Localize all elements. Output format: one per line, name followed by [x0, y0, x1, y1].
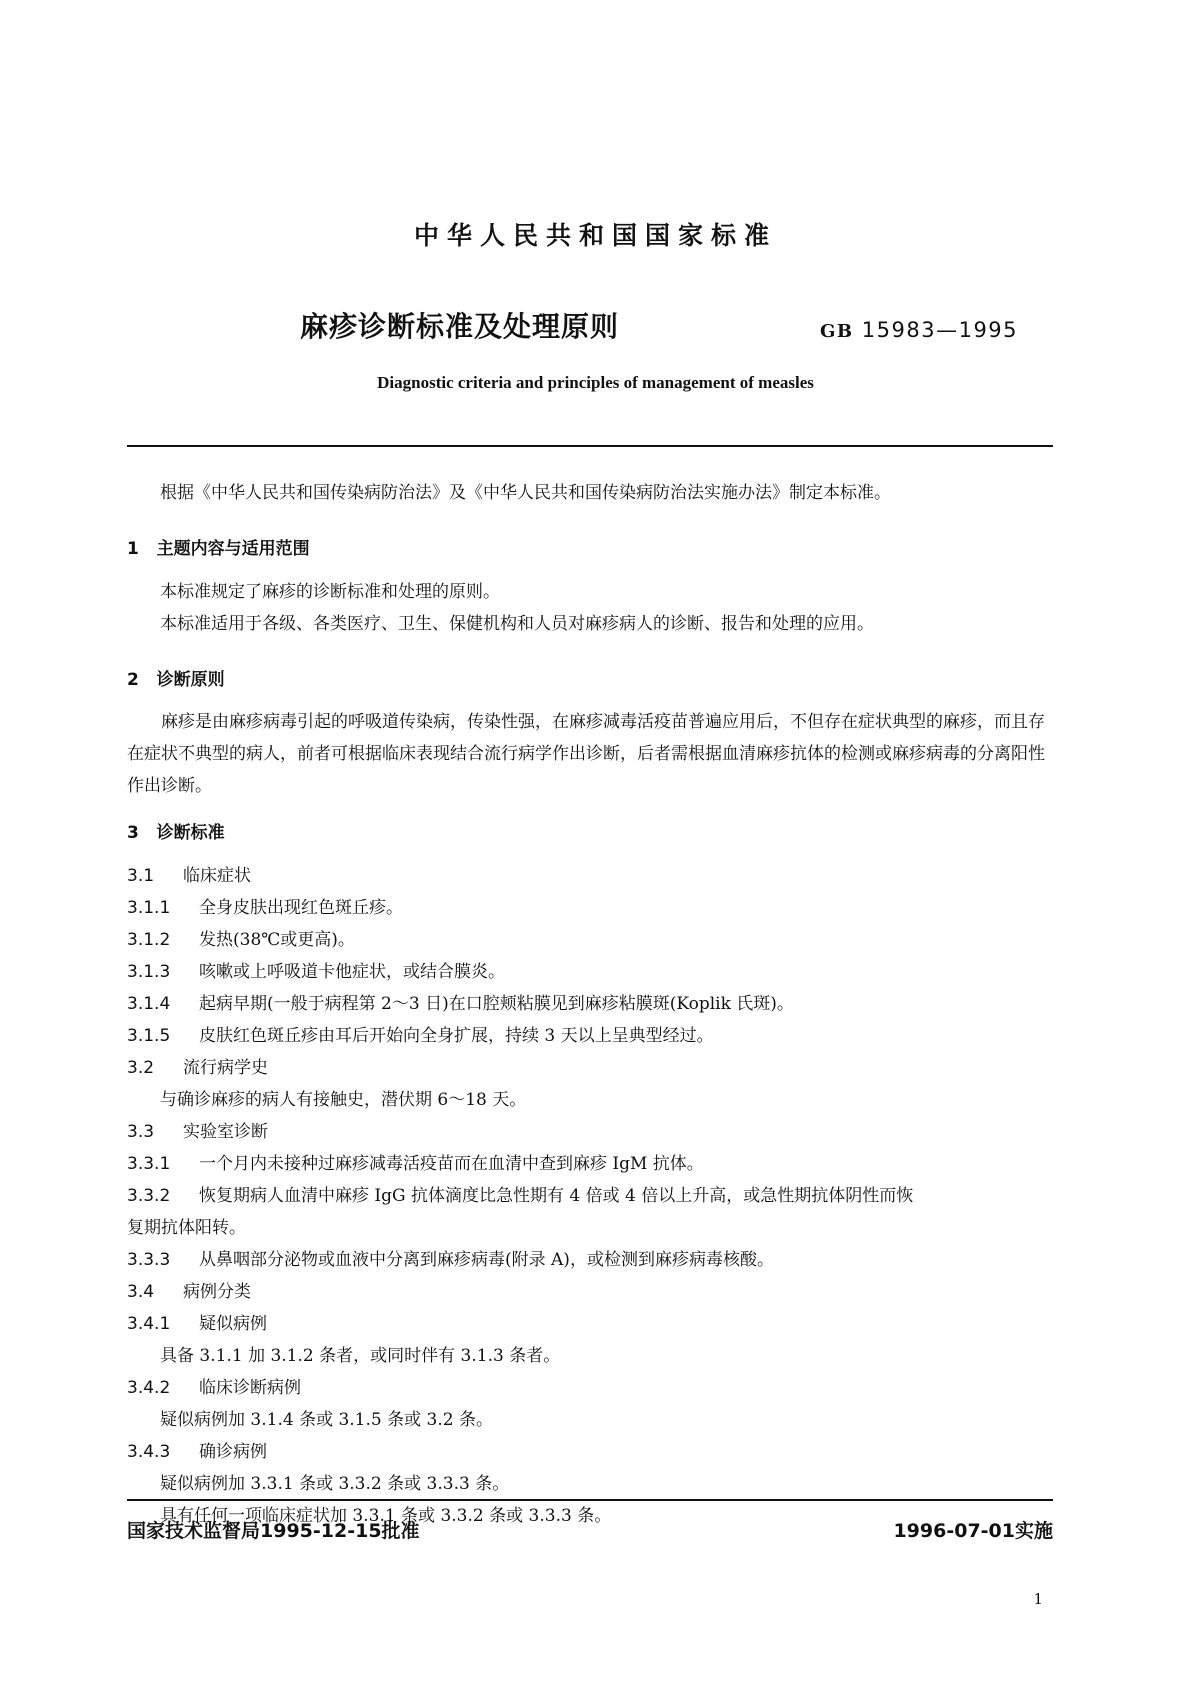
clause-text: 皮肤红色斑丘疹由耳后开始向全身扩展，持续 3 天以上呈典型经过。: [199, 1026, 714, 1046]
list-item: [127, 1122, 268, 1142]
gb-number: 15983—1995: [861, 318, 1019, 342]
list-item: [127, 1058, 268, 1078]
list-item: [127, 1154, 704, 1174]
intro-paragraph: 根据《中华人民共和国传染病防治法》及《中华人民共和国传染病防治法实施办法》制定本标准。: [160, 483, 891, 503]
list-item: [127, 1250, 774, 1270]
clause-text: 发热(38℃或更高)。: [199, 930, 355, 950]
standard-number: [820, 318, 1018, 342]
clause-text: 一个月内未接种过麻疹减毒活疫苗而在血清中查到麻疹 IgM 抗体。: [199, 1154, 704, 1174]
clause-text: 与确诊麻疹的病人有接触史，潜伏期 6～18 天。: [160, 1090, 527, 1110]
clause-number: 3.2: [127, 1058, 155, 1078]
section-title: 主题内容与适用范围: [156, 539, 310, 559]
national-standard-heading: 中华人民共和国国家标准: [413, 221, 777, 250]
section-1-paragraph-1: 本标准规定了麻疹的诊断标准和处理的原则。: [160, 582, 500, 602]
section-1-paragraph-2: 本标准适用于各级、各类医疗、卫生、保健机构和人员对麻疹病人的诊断、报告和处理的应用。: [160, 614, 874, 634]
clause-number: 3.1.5: [127, 1026, 171, 1046]
section-1-heading: [127, 534, 310, 559]
clause-number: 3.1.3: [127, 962, 171, 982]
clause-text: 起病早期(一般于病程第 2～3 日)在口腔颊粘膜见到麻疹粘膜斑(Koplik 氏斑)。: [199, 994, 794, 1014]
clause-text: 临床症状: [183, 866, 251, 886]
list-item: [127, 898, 403, 918]
approval-line: 国家技术监督局1995-12-15批准: [127, 1520, 420, 1542]
section-2-heading: [127, 665, 225, 690]
clause-text: 具有任何一项临床症状加 3.3.1 条或 3.3.2 条或 3.3.3 条。: [160, 1506, 612, 1526]
implementation-date: 1996-07-01实施: [893, 1520, 1053, 1542]
clause-number: 3.1: [127, 866, 155, 886]
section-number: 1: [127, 539, 139, 559]
list-item: [127, 962, 505, 982]
clause-text: 恢复期病人血清中麻疹 IgG 抗体滴度比急性期有 4 倍或 4 倍以上升高，或急性期抗体阴性而恢: [199, 1186, 914, 1206]
clause-number: 3.3.2: [127, 1186, 171, 1206]
clause-number: 3.3.1: [127, 1154, 171, 1174]
section-number: 3: [127, 823, 139, 843]
list-item: [127, 1026, 714, 1046]
section-number: 2: [127, 670, 139, 690]
clause-text: 流行病学史: [183, 1058, 268, 1078]
section-3-heading: [127, 818, 225, 843]
clause-text: 疑似病例加 3.3.1 条或 3.3.2 条或 3.3.3 条。: [160, 1474, 510, 1494]
list-item: [127, 994, 794, 1014]
list-item: [127, 866, 251, 886]
clause-text: 疑似病例加 3.1.4 条或 3.1.5 条或 3.2 条。: [160, 1410, 493, 1430]
footer-divider: [127, 1499, 1053, 1501]
clause-text: 具备 3.1.1 加 3.1.2 条者，或同时伴有 3.1.3 条者。: [160, 1346, 561, 1366]
clause-text: 临床诊断病例: [199, 1378, 301, 1398]
section-2-paragraph: 麻疹是由麻疹病毒引起的呼吸道传染病，传染性强，在麻疹减毒活疫苗普遍应用后，不但存在症状典型的麻疹，而且存在症状不典型的病人，前者可根据临床表现结合流行病学作出诊断，后者需根据血清麻疹抗体的检测或麻疹病毒的分离阳性作出诊断。: [127, 712, 1045, 796]
clause-number: 3.1.2: [127, 930, 171, 950]
section-title: 诊断原则: [156, 670, 225, 690]
clause-number: 3.4.3: [127, 1442, 171, 1462]
clause-number: 3.1.4: [127, 994, 171, 1014]
list-item: [127, 1442, 267, 1462]
clause-text: 全身皮肤出现红色斑丘疹。: [199, 898, 403, 918]
list-item: [127, 930, 355, 950]
clause-number: 3.3.3: [127, 1250, 171, 1270]
clause-text: 确诊病例: [199, 1442, 267, 1462]
list-item: [127, 1186, 914, 1206]
list-item: [127, 1314, 267, 1334]
clause-text: 实验室诊断: [183, 1122, 268, 1142]
clause-number: 3.4.1: [127, 1314, 171, 1334]
clause-number: 3.3: [127, 1122, 155, 1142]
clause-text: 复期抗体阳转。: [127, 1218, 246, 1238]
list-item: [127, 1378, 301, 1398]
clause-number: 3.1.1: [127, 898, 171, 918]
gb-prefix: GB: [820, 321, 854, 342]
section-title: 诊断标准: [156, 823, 225, 843]
clause-text: 病例分类: [183, 1282, 251, 1302]
page-number: 1: [1033, 1590, 1043, 1608]
document-title: 麻疹诊断标准及处理原则: [300, 310, 620, 343]
clause-number: 3.4: [127, 1282, 155, 1302]
clause-text: 咳嗽或上呼吸道卡他症状，或结合膜炎。: [199, 962, 505, 982]
list-item: [127, 1282, 251, 1302]
clause-text: 疑似病例: [199, 1314, 267, 1334]
header-divider: [127, 445, 1053, 447]
clause-text: 从鼻咽部分泌物或血液中分离到麻疹病毒(附录 A)，或检测到麻疹病毒核酸。: [199, 1250, 774, 1270]
clause-number: 3.4.2: [127, 1378, 171, 1398]
english-title: Diagnostic criteria and principles of management of measles: [377, 373, 814, 392]
